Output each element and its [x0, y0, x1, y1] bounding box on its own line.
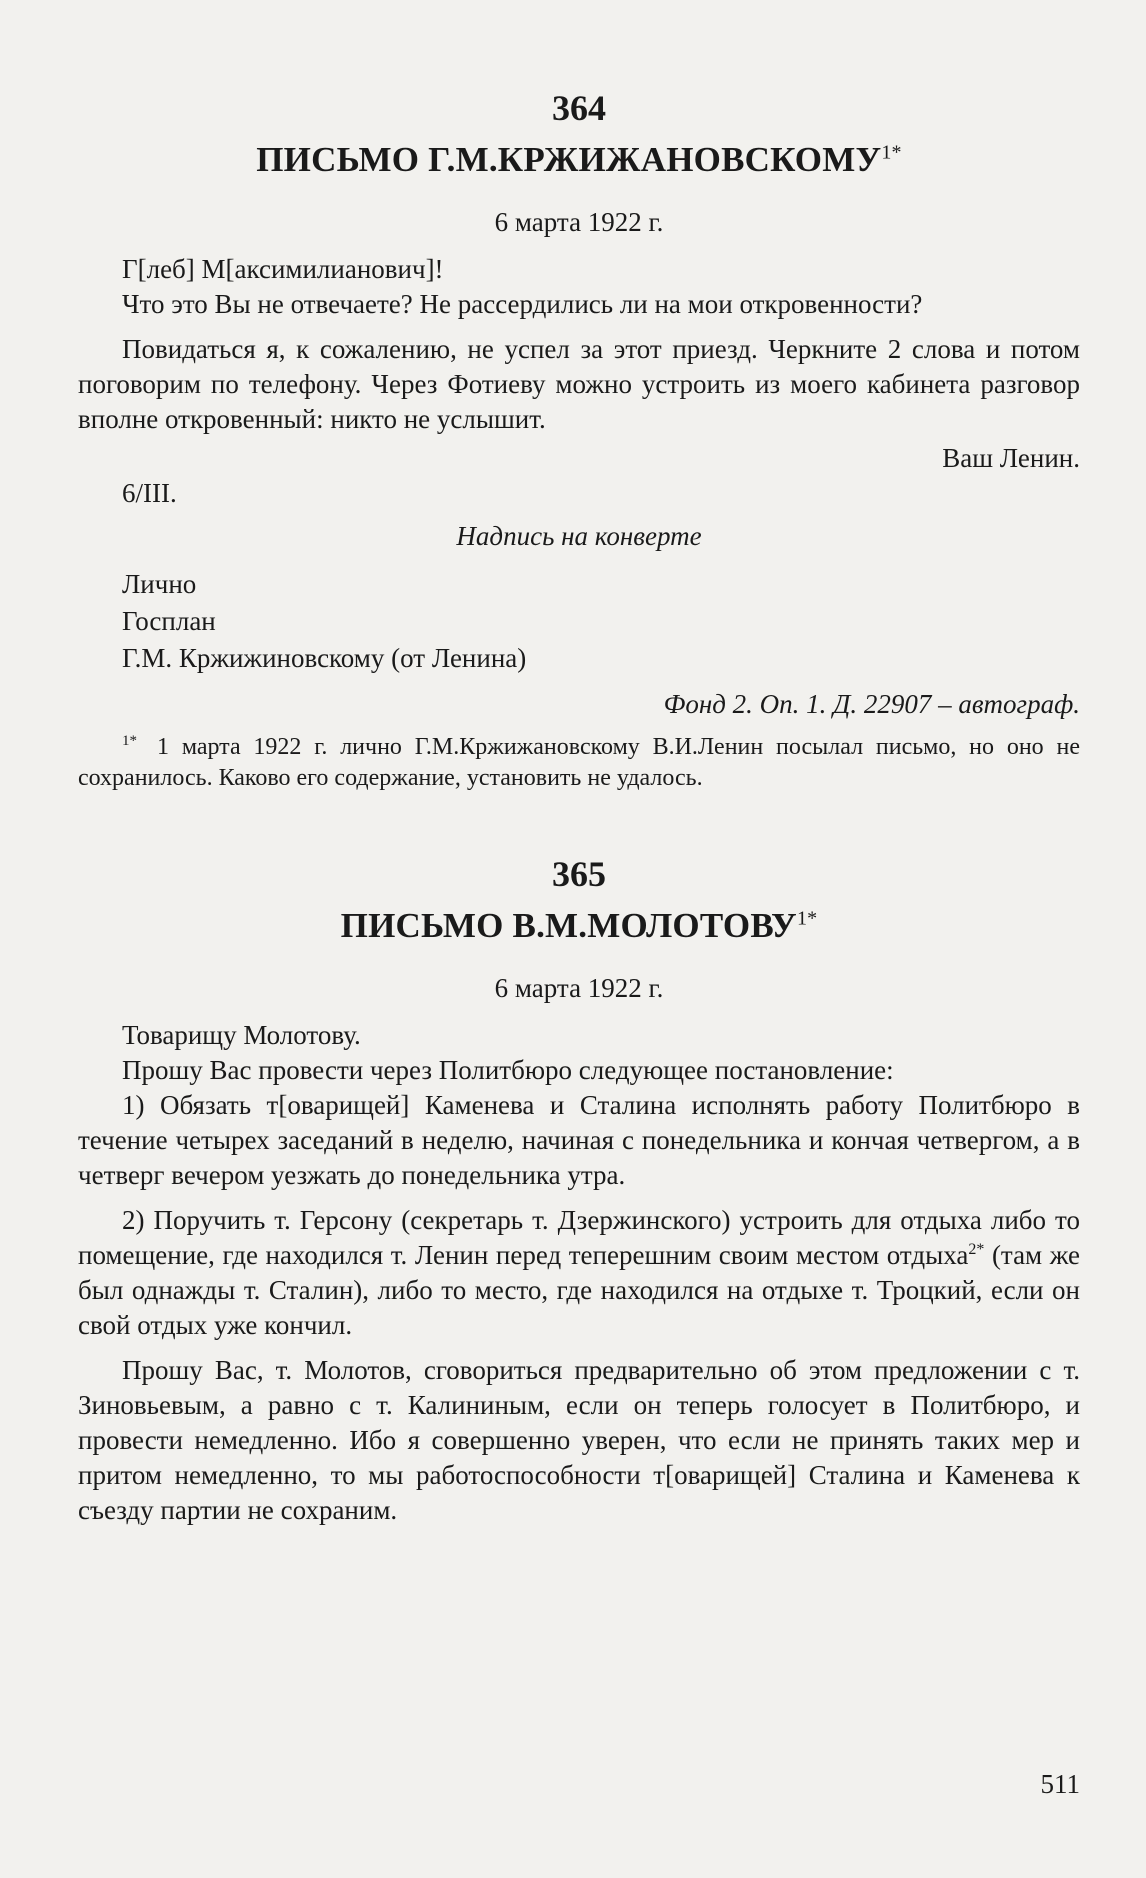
salutation: Г[леб] М[аксимилианович]! [122, 254, 444, 284]
list-item-text: 2) Поручить т. Герсону (секретарь т. Дзержинского) устроить для отдыха либо то помещение, где находился т. Ленин перед теперешним своим местом отдыха [78, 1205, 1080, 1270]
document-number: 364 [552, 88, 606, 128]
list-item [78, 1203, 1080, 1343]
paragraph: Повидаться я, к сожалению, не успел за этот приезд. Черкните 2 слова и потом поговорим по телефону. Через Фотиеву можно устроить из моего кабинета разговор вполне откровенный: никто не услышит. [78, 334, 1080, 434]
list-item-text: (там же был однажды т. Сталин), либо то место, где находился на отдыхе т. Троцкий, если он свой отдых уже кончил. [78, 1240, 1080, 1340]
document-365 [78, 854, 1080, 1528]
footnote-marker: 1* [122, 733, 137, 749]
document-number: 365 [552, 854, 606, 894]
document-title-text: ПИСЬМО Г.М.КРЖИЖАНОВСКОМУ [256, 140, 882, 179]
document-title [78, 138, 1080, 182]
footnote [78, 732, 1080, 794]
envelope-line: Госплан [122, 606, 216, 636]
archive-reference: Фонд 2. Оп. 1. Д. 22907 – автограф. [663, 689, 1080, 719]
page-body [78, 88, 1080, 1528]
footnote-text: 1 марта 1922 г. лично Г.М.Кржижановскому В.И.Ленин посылал письмо, но оно не сохранилось. Каково его содержание, установить не удалось. [78, 734, 1080, 791]
page-number: 511 [1040, 1769, 1080, 1799]
paragraph: Прошу Вас провести через Политбюро следующее постановление: [122, 1055, 894, 1085]
signature-date: 6/III. [122, 478, 177, 508]
signature: Ваш Ленин. [942, 443, 1080, 473]
envelope-heading: Надпись на конверте [456, 521, 702, 551]
envelope-line: Г.М. Кржижиновскому (от Ленина) [122, 643, 527, 673]
document-title [78, 904, 1080, 948]
salutation: Товарищу Молотову. [122, 1020, 361, 1050]
document-date: 6 марта 1922 г. [494, 207, 664, 237]
paragraph: Прошу Вас, т. Молотов, сговориться предварительно об этом предложении с т. Зиновьевым, а равно с т. Калининым, если он теперь голосует в Политбюро, и провести немедленно. Ибо я совершенно уверен, что если не принять таких мер и притом немедленно, то мы работоспособности т[оварищей] Сталина и Каменева к съезду партии не сохраним. [78, 1355, 1080, 1525]
footnote-marker: 2* [968, 1241, 985, 1258]
footnote-marker: 1* [881, 141, 902, 164]
paragraph: Что это Вы не отвечаете? Не рассердились ли на мои откровенности? [122, 289, 923, 319]
signature-block [78, 441, 1080, 511]
document-date: 6 марта 1922 г. [494, 973, 664, 1003]
list-item: 1) Обязать т[оварищей] Каменева и Сталина исполнять работу Политбюро в течение четырех заседаний в неделю, начиная с понедельника и кончая четвергом, а в четверг вечером уезжать до понедельника утра. [78, 1090, 1080, 1190]
document-title-text: ПИСЬМО В.М.МОЛОТОВУ [340, 906, 797, 945]
footnote-marker: 1* [796, 907, 818, 930]
document-364 [78, 88, 1080, 794]
envelope-line: Лично [122, 569, 197, 599]
